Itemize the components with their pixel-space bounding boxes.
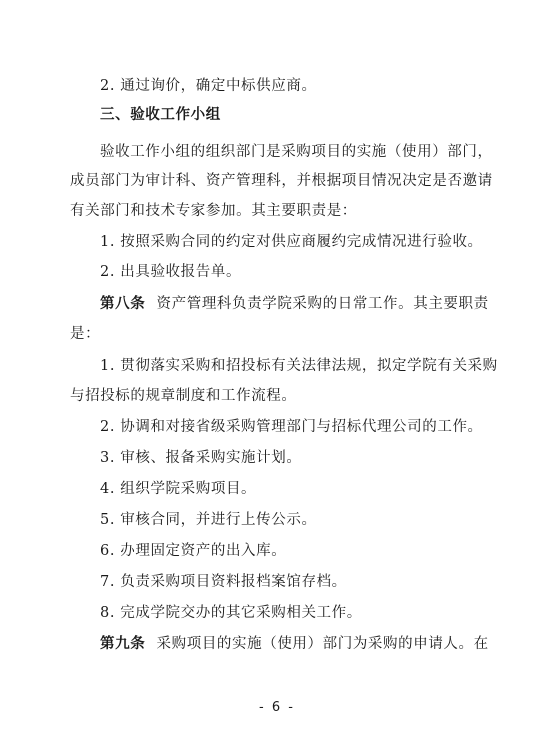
- paragraph-line: 成员部门为审计科、资产管理科，并根据项目情况决定是否邀请: [70, 173, 493, 189]
- article-number: 第九条: [100, 635, 146, 652]
- article-line: [100, 634, 489, 654]
- paragraph-line: 是：: [70, 326, 101, 342]
- list-item: 2. 通过询价，确定中标供应商。: [100, 78, 317, 94]
- paragraph-line: 验收工作小组的组织部门是采购项目的实施（使用）部门，: [100, 144, 493, 160]
- section-heading: 三、验收工作小组: [100, 106, 221, 123]
- page-number: - 6 -: [259, 700, 295, 715]
- list-item: 1. 贯彻落实采购和招投标有关法律法规，拟定学院有关采购: [100, 358, 498, 374]
- list-item: 6. 办理固定资产的出入库。: [100, 543, 287, 559]
- list-item: 3. 审核、报备采购实施计划。: [100, 450, 302, 466]
- article-line: [100, 294, 489, 314]
- article-number: 第八条: [100, 295, 146, 312]
- list-item: 5. 审核合同，并进行上传公示。: [100, 512, 317, 528]
- article-text: 采购项目的实施（使用）部门为采购的申请人。在: [156, 636, 489, 652]
- paragraph-line: 与招投标的规章制度和工作流程。: [70, 388, 297, 404]
- article-text: 资产管理科负责学院采购的日常工作。其主要职责: [156, 296, 489, 312]
- list-item: 1. 按照采购合同的约定对供应商履约完成情况进行验收。: [100, 234, 483, 250]
- list-item: 4. 组织学院采购项目。: [100, 481, 257, 497]
- list-item: 2. 协调和对接省级采购管理部门与招标代理公司的工作。: [100, 419, 483, 435]
- list-item: 2. 出具验收报告单。: [100, 264, 242, 280]
- list-item: 7. 负责采购项目资料报档案馆存档。: [100, 574, 347, 590]
- list-item: 8. 完成学院交办的其它采购相关工作。: [100, 605, 362, 621]
- paragraph-line: 有关部门和技术专家参加。其主要职责是：: [70, 203, 357, 219]
